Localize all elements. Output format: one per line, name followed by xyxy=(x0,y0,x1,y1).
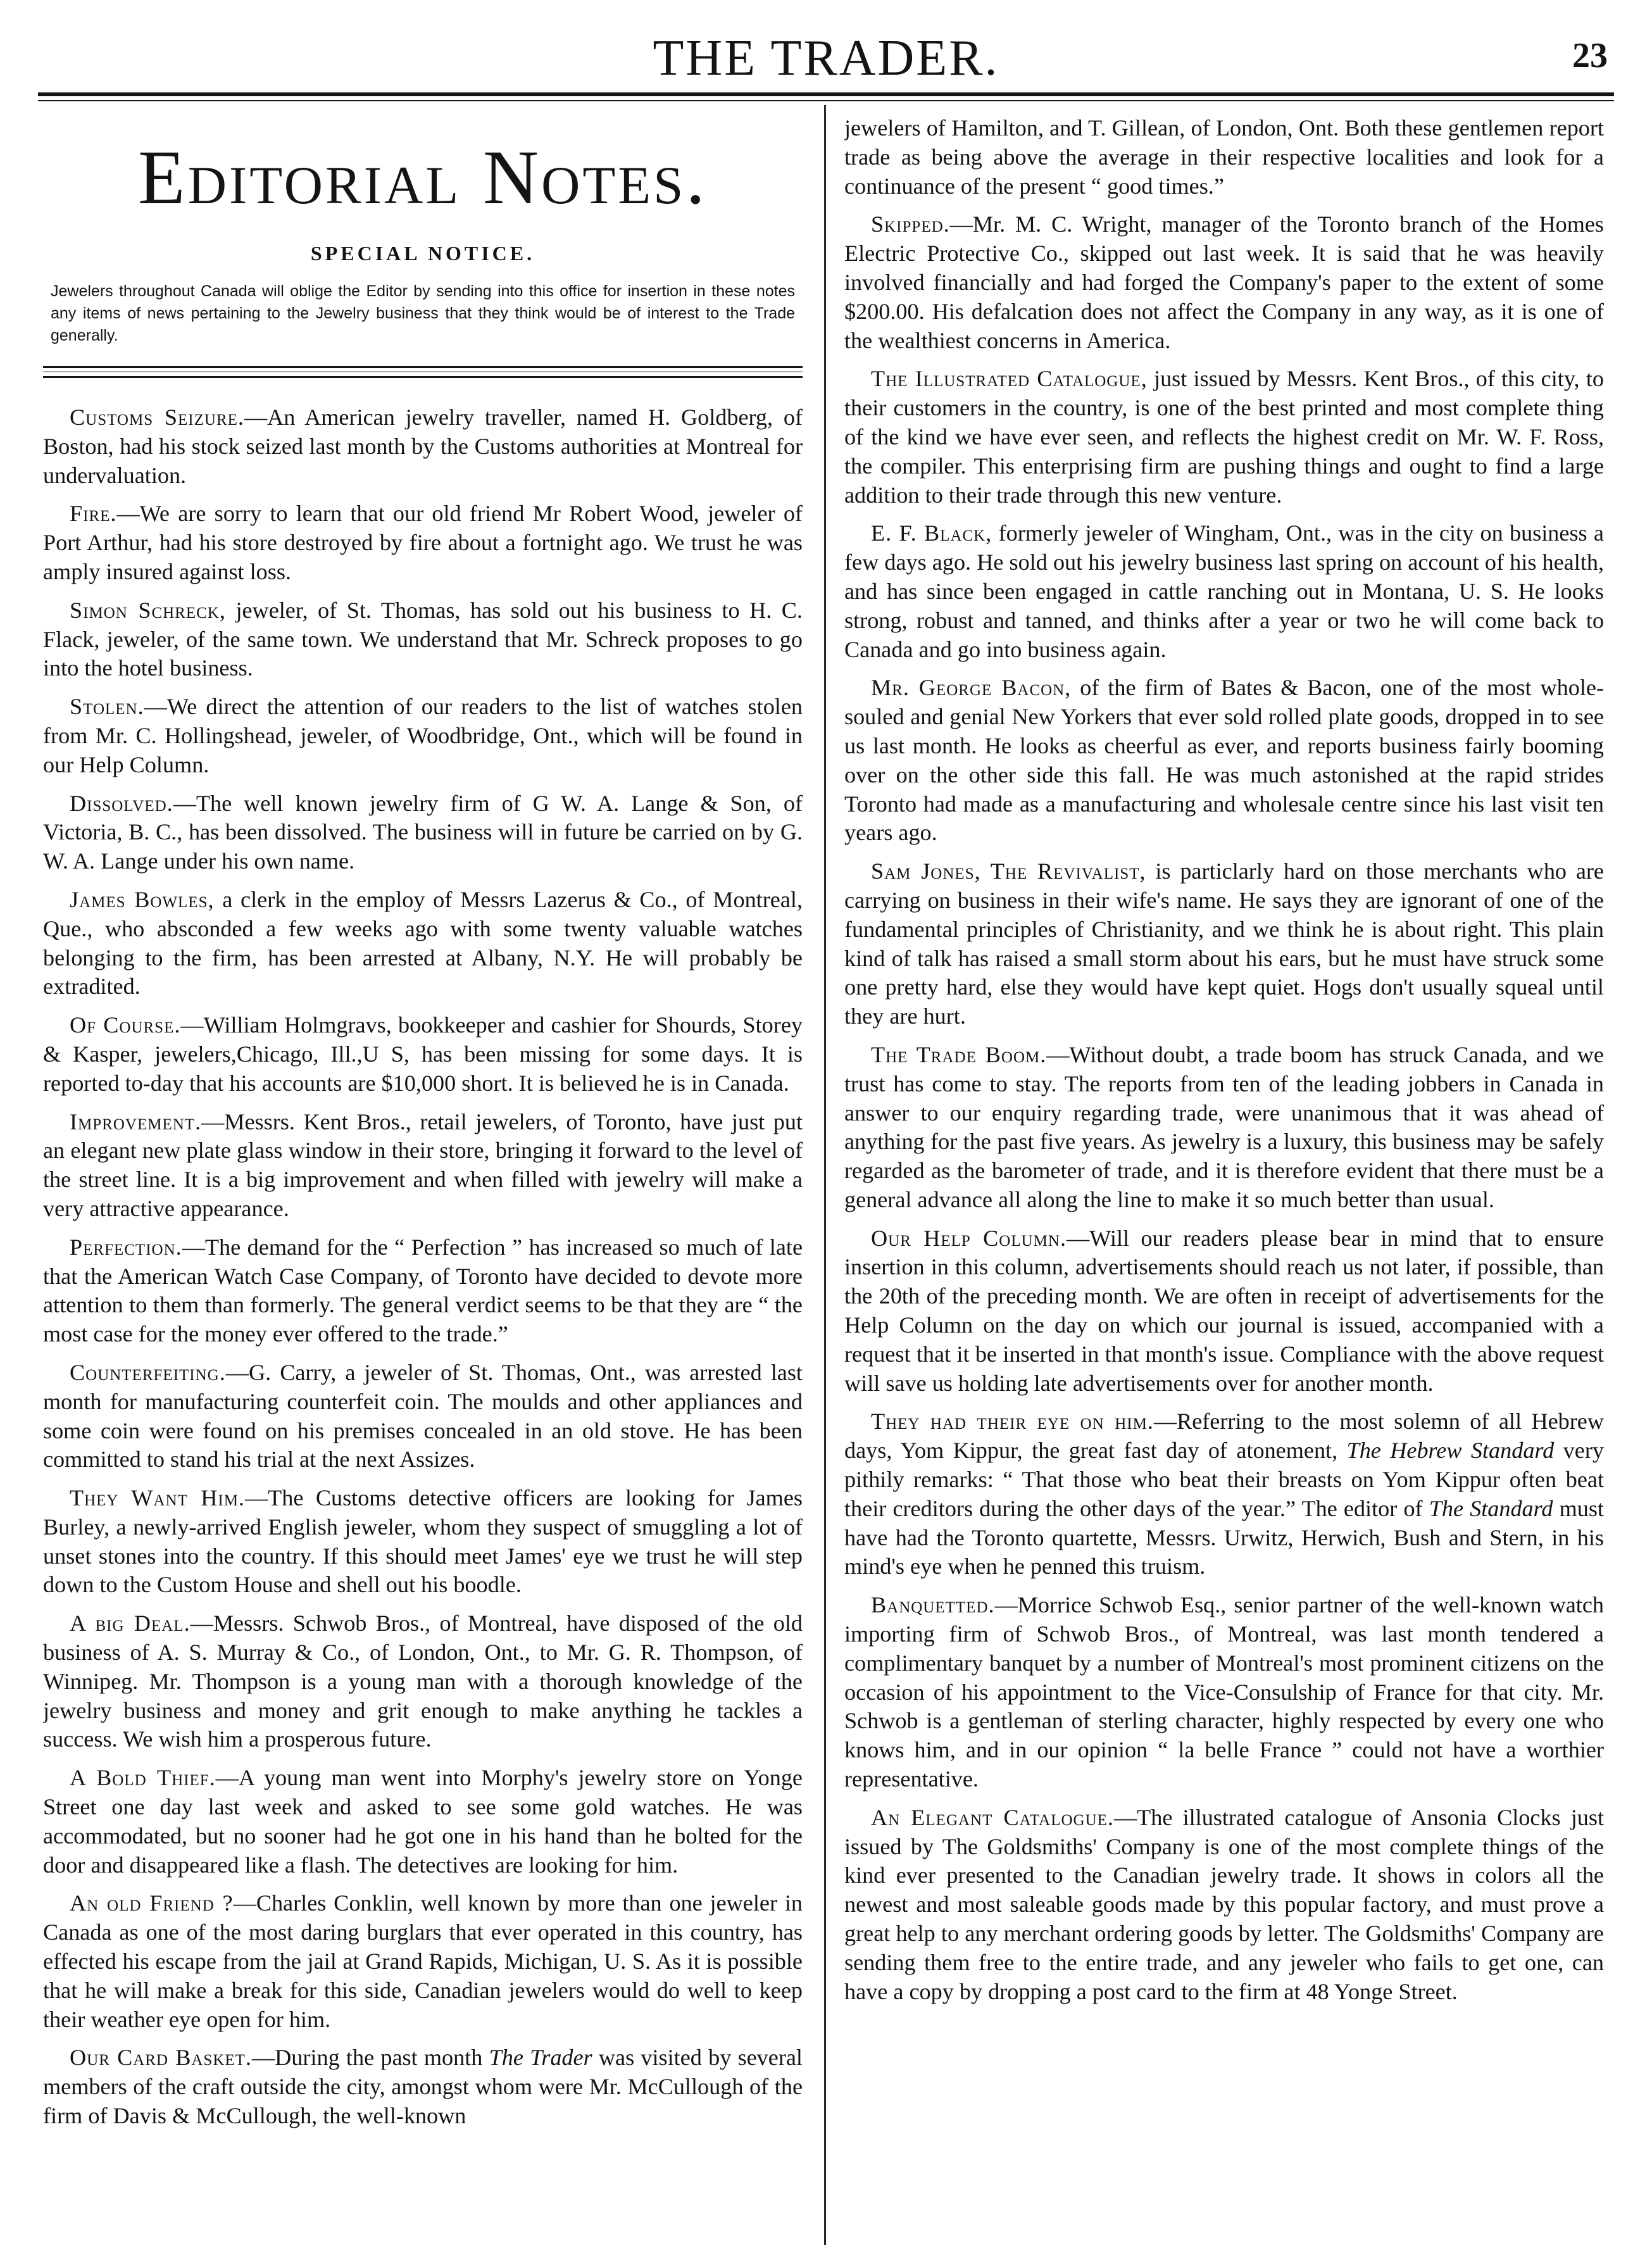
news-item xyxy=(844,1224,1604,1398)
item-lead: Dissolved. xyxy=(70,790,173,816)
publication-title: The Standard xyxy=(1429,1495,1553,1521)
item-text: —We direct the attention of our readers to the list of watches stolen from Mr. C. Hollingshead, jeweler, of Woodbridge, Ont., which will be found in our Help Column. xyxy=(43,694,803,777)
item-lead: The Illustrated Catalogue, xyxy=(871,366,1148,392)
item-text: —The well known jewelry firm of G W. A. Lange & Son, of Victoria, B. C., has been dissolved. The business will in future be carried on by G. W. A. Lange under his own name. xyxy=(43,790,803,874)
item-text: very pithily remarks: “ That those who beat their breasts on Yom Kippur often beat their creditors during the other days of the year.” The editor of xyxy=(844,1438,1604,1521)
item-text: —Morrice Schwob Esq., senior partner of the well-known watch importing firm of Schwob Bros., of Montreal, was last month tendered a complimentary banquet by a number of Montreal's most prominent citizens on the occasion of his appointment to the Vice-Consulship of France for that city. Mr. Schwob is a gentleman of sterling character, highly respected by every one who knows him, and in our opinion “ la belle France ” could not have a worthier representative. xyxy=(844,1592,1604,1792)
news-item xyxy=(43,1764,803,1880)
item-text: —The demand for the “ Perfection ” has increased so much of late that the American Watch Case Company, of Toronto have decided to devote more attention to them than formerly. The general verdict seems to be that they are “ the most case for the money ever offered to the trade.” xyxy=(43,1234,803,1347)
item-text: —Charles Conklin, well known by more than one jeweler in Canada as one of the most daring burglars that ever operated in this country, has effected his escape from the jail at Grand Rapids, Michigan, U. S. As it is possible that he will make a break for this side, Canadian jewelers would do well to keep their weather eye open for him. xyxy=(43,1890,803,2032)
item-text: jewelers of Hamilton, and T. Gillean, of London, Ont. Both these gentlemen report trade as being above the average in their respective localities and look for a continuance of the present “ good times.” xyxy=(844,115,1604,199)
item-text: —Mr. M. C. Wright, manager of the Toronto branch of the Homes Electric Protective Co., skipped out last week. It is said that he was heavily involved financially and had forged the Company's paper to the extent of some $200.00. His defalcation does not affect the Company in any way, as it is one of the wealthiest concerns in America. xyxy=(844,211,1604,353)
item-lead: The Trade Boom. xyxy=(871,1041,1047,1067)
item-text: —A young man went into Morphy's jewelry store on Yonge Street one day last week and asked to see some gold watches. He was accommodated, but no sooner had he got one in his hand than he bolted for the door and disappeared like a flash. The detectives are looking for him. xyxy=(43,1765,803,1878)
item-lead: Our Card Basket. xyxy=(70,2045,252,2071)
right-column xyxy=(844,114,1604,2254)
publication-title: The Hebrew Standard xyxy=(1346,1438,1555,1464)
news-item xyxy=(844,857,1604,1031)
news-item xyxy=(43,499,803,586)
left-column-articles xyxy=(43,403,803,2131)
header-rule-thin xyxy=(38,100,1614,101)
item-text: —G. Carry, a jeweler of St. Thomas, Ont., was arrested last month for manufacturing counterfeit coin. The moulds and other appliances and some coin were found on his premises concealed in an old stove. He has been committed to stand his trial at the next Assizes. xyxy=(43,1359,803,1472)
news-item xyxy=(43,596,803,683)
item-lead: Improvement. xyxy=(70,1108,202,1134)
item-text: formerly jeweler of Wingham, Ont., was in the city on business a few days ago. He sold out his jewelry business last spring on account of his health, and has since been engaged in cattle ranching out in Montana, U. S. He looks strong, robust and tanned, and thinks after a year or two he will come back to Canada and go into business again. xyxy=(844,520,1604,662)
item-text: —Messrs. Kent Bros., retail jewelers, of Toronto, have just put an elegant new plate glass window in their store, bringing it forward to the level of the street line. It is a big improvement and when filled with jewelry will make a very attractive appearance. xyxy=(43,1108,803,1221)
item-lead: Skipped. xyxy=(871,211,950,237)
journal-title: THE TRADER. xyxy=(653,30,999,86)
news-item xyxy=(43,693,803,779)
item-text: just issued by Messrs. Kent Bros., of this city, to their customers in the country, is one of the best printed and most complete thing of the kind we have ever seen, and reflects the highest credit on Mr. W. F. Ross, the compiler. This enterprising firm are pushing things and ought to find a large addition to their trade through this new venture. xyxy=(844,366,1604,508)
item-lead: Counterfeiting. xyxy=(70,1359,226,1385)
news-item xyxy=(43,1889,803,2034)
news-item xyxy=(43,1108,803,1224)
news-item xyxy=(844,674,1604,848)
news-item xyxy=(844,1407,1604,1581)
right-column-articles xyxy=(844,114,1604,2006)
publication-title: The Trader xyxy=(489,2045,592,2071)
item-text: —Will our readers please bear in mind that to ensure insertion in this column, advertisements should reach us not later, if possible, than the 20th of the preceding month. We are often in receipt of advertisements for the Help Column on the day on which our journal is issued, accompanied with a request that it be inserted in that month's issue. Compliance with the above request will save us holding late advertisements over for another month. xyxy=(844,1225,1604,1396)
news-item xyxy=(844,210,1604,355)
special-notice-title: SPECIAL NOTICE. xyxy=(310,242,535,265)
item-lead: A Bold Thief. xyxy=(70,1765,216,1791)
item-lead: Banquetted. xyxy=(871,1592,995,1618)
item-text: must have had the Toronto quartette, Messrs. Urwitz, Herwich, Bush and Stern, in his mind's eye when he penned this truism. xyxy=(844,1495,1604,1579)
item-text: of the firm of Bates & Bacon, one of the most whole-souled and genial New Yorkers that ever sold rolled plate goods, dropped in to see us last month. He looks as cheerful as ever, and reports business fairly booming over on the other side this fall. He was much astonished at the rapid strides Toronto had made as a manufacturing and wholesale centre since his last visit ten years ago. xyxy=(844,675,1604,846)
left-column xyxy=(43,114,803,2254)
news-item xyxy=(844,1041,1604,1215)
news-item xyxy=(43,789,803,876)
item-text: a clerk in the employ of Messrs Lazerus & Co., of Montreal, Que., who absconded a few weeks ago with some twenty valuable watches belonging to the firm, has been arrested at Albany, N.Y. He will probably be extradited. xyxy=(43,886,803,1000)
divider xyxy=(43,376,803,378)
news-item xyxy=(43,1609,803,1754)
item-text: is particlarly hard on those merchants who are carrying on business in their wife's name. He says they are ignorant of one of the fundamental principles of Christianity, and we think he is about right. This plain kind of talk has raised a small storm about his ears, but he must have struck some one pretty hard, else they would have kept quiet. Hogs don't usually squeal until they are hurt. xyxy=(844,858,1604,1029)
item-text: —The Customs detective officers are looking for James Burley, a newly-arrived English jeweler, whom they suspect of smuggling a lot of unset stones into the country. If this should meet James' eye we trust he will step down to the Custom House and shell out his boodle. xyxy=(43,1485,803,1598)
news-item xyxy=(43,1359,803,1474)
item-text: —An American jewelry traveller, named H. Goldberg, of Boston, had his stock seized last month by the Customs authorities at Montreal for undervaluation. xyxy=(43,405,803,488)
item-text: —We are sorry to learn that our old friend Mr Robert Wood, jeweler of Port Arthur, had his store destroyed by fire about a fortnight ago. We trust he was amply insured against loss. xyxy=(43,501,803,584)
news-item xyxy=(844,365,1604,510)
running-head xyxy=(0,25,1652,89)
item-text: —During the past month xyxy=(251,2045,489,2071)
news-item xyxy=(844,519,1604,664)
page-number: 23 xyxy=(1572,36,1608,75)
news-item xyxy=(43,1011,803,1098)
item-lead: Our Help Column. xyxy=(871,1225,1067,1251)
item-text: —The illustrated catalogue of Ansonia Clocks just issued by The Goldsmiths' Company is one of the most complete things of the kind ever presented to the Canadian jewelry trade. It shows in colors all the newest and most saleable goods made by this popular factory, and must prove a great help to any merchant ordering goods by letter. The Goldsmiths' Company are sending them free to the entire trade, and any jeweler who fails to get one, can have a copy by dropping a post card to the firm at 48 Yonge Street. xyxy=(844,1804,1604,2004)
item-lead: Mr. George Bacon, xyxy=(871,675,1072,701)
item-lead: They had their eye on him. xyxy=(871,1409,1154,1434)
item-text: —Messrs. Schwob Bros., of Montreal, have disposed of the old business of A. S. Murray & Co., of London, Ont., to Mr. G. R. Thompson, of Winnipeg. Mr. Thompson is a young man with a thorough knowledge of the jewelry business and money and grit enough to make anything he tackles a success. We wish him a prosperous future. xyxy=(43,1610,803,1752)
item-lead: Of Course. xyxy=(70,1012,181,1038)
news-item xyxy=(43,2043,803,2130)
item-lead: Stolen. xyxy=(70,694,144,720)
editorial-notes-heading: Editorial Notes. xyxy=(138,135,708,220)
item-lead: Simon Schreck, xyxy=(70,597,226,623)
item-lead: Customs Seizure. xyxy=(70,405,244,430)
news-item xyxy=(844,1591,1604,1794)
column-divider xyxy=(824,105,826,2245)
item-text: —Without doubt, a trade boom has struck Canada, and we trust has come to stay. The reports from ten of the leading jobbers in Canada in answer to our enquiry regarding trade, were unanimous that it was ahead of anything for the past five years. As jewelry is a luxury, this business may be safely regarded as the barometer of trade, and it is therefore evident that there must be a general advance all along the line to make it so much better than usual. xyxy=(844,1041,1604,1212)
news-item xyxy=(43,1233,803,1349)
item-text: was visited by several members of the craft outside the city, amongst whom were Mr. McCullough of the firm of Davis & McCullough, the well-known xyxy=(43,2045,803,2129)
item-lead: An Elegant Catalogue. xyxy=(871,1804,1114,1830)
news-item xyxy=(844,1804,1604,2007)
news-item xyxy=(43,403,803,490)
header-rule xyxy=(38,92,1614,96)
news-item xyxy=(43,1484,803,1600)
news-item xyxy=(43,886,803,1001)
item-lead: An old Friend ? xyxy=(70,1890,234,1916)
item-text: —Referring to the most solemn of all Hebrew days, Yom Kippur, the great fast day of atonement, xyxy=(844,1409,1604,1464)
item-text: —William Holmgravs, bookkeeper and cashier for Shourds, Storey & Kasper, jewelers,Chicago, Ill.,U S, has been missing for some days. It is reported to-day that his accounts are $10,000 short. It is believed he is in Canada. xyxy=(43,1012,803,1096)
news-item xyxy=(844,114,1604,201)
special-notice-body: Jewelers throughout Canada will oblige the Editor by sending into this office for insertion in these notes any items of news pertaining to the Jewelry business that they think would be of interest to the Trade generally. xyxy=(51,282,795,344)
item-lead: E. F. Black, xyxy=(871,520,992,546)
item-text: jeweler, of St. Thomas, has sold out his business to H. C. Flack, jeweler, of the same town. We understand that Mr. Schreck proposes to go into the hotel business. xyxy=(43,597,803,681)
item-lead: Perfection. xyxy=(70,1234,182,1260)
notice-rules xyxy=(43,366,803,378)
divider xyxy=(43,366,803,368)
item-lead: James Bowles, xyxy=(70,886,215,912)
item-lead: Sam Jones, The Revivalist, xyxy=(871,858,1146,884)
item-lead: Fire. xyxy=(70,501,117,527)
item-lead: They Want Him. xyxy=(70,1485,245,1511)
item-lead: A big Deal. xyxy=(70,1610,191,1636)
